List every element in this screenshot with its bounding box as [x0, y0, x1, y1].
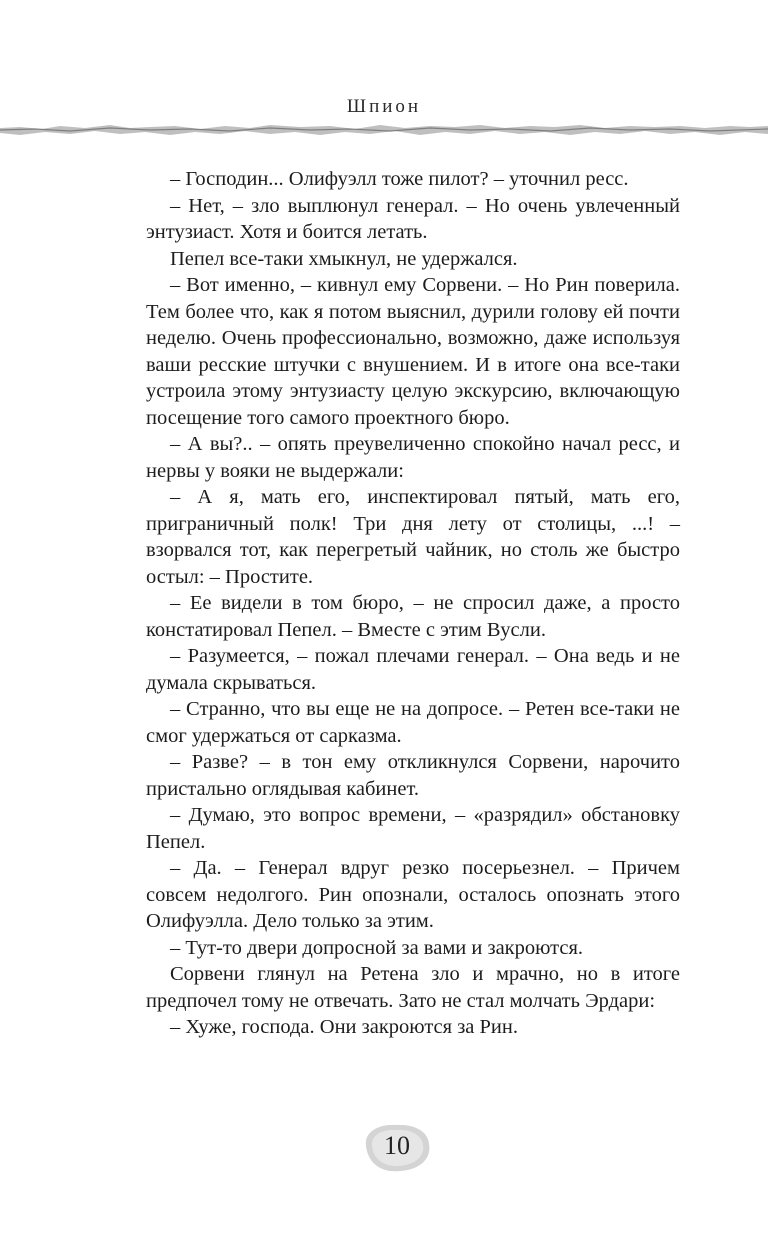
paragraph: – Да. – Генерал вдруг резко посерьезнел. – Причем совсем недолгого. Рин опознали, осталось опознать этого Олифуэлла. Дело только за этим.: [146, 857, 680, 932]
paragraph: – А я, мать его, инспектировал пятый, мать его, приграничный полк! Три дня лету от столицы, ...! – взорвался тот, как перегретый чайник, но столь же быстро остыл: – Простите.: [146, 486, 680, 588]
running-head-title: Шпион: [346, 96, 422, 117]
page-number-badge: [352, 1116, 442, 1180]
page-text-body: [146, 166, 680, 1041]
paragraph: – Тут-то двери допросной за вами и закроются.: [170, 936, 584, 959]
page-number: 10: [384, 1131, 410, 1160]
paragraph: – Нет, – зло выплюнул генерал. – Но очень увлеченный энтузиаст. Хотя и боится летать.: [146, 194, 680, 243]
paragraph: – Вот именно, – кивнул ему Сорвени. – Но Рин поверила. Тем более что, как я потом выяснил, дурили голову ей почти неделю. Очень профессионально, возможно, даже используя ваши ресские штучки с внушением. И в итоге она все-таки устроила этому энтузиасту целую экскурсию, включающую посещение того самого проектного бюро.: [146, 274, 680, 429]
paragraph: – Странно, что вы еще не на допросе. – Ретен все-таки не смог удержаться от сарказма.: [146, 698, 680, 747]
paragraph: – Хуже, господа. Они закроются за Рин.: [170, 1016, 518, 1038]
paragraph: – Думаю, это вопрос времени, – «разрядил» обстановку Пепел.: [146, 804, 680, 853]
paragraph: – А вы?.. – опять преувеличенно спокойно начал ресс, и нервы у вояки не выдержали:: [146, 433, 680, 482]
paragraph: Сорвени глянул на Ретена зло и мрачно, но в итоге предпочел тому не отвечать. Зато не стал молчать Эрдари:: [146, 963, 680, 1012]
paragraph: – Разве? – в тон ему откликнулся Сорвени, нарочито пристально оглядывая кабинет.: [146, 751, 680, 800]
paragraph: – Ее видели в том бюро, – не спросил даже, а просто констатировал Пепел. – Вместе с этим Вусли.: [146, 592, 680, 641]
torn-paper-divider: [0, 114, 768, 140]
paragraph: – Господин... Олифуэлл тоже пилот? – уточнил ресс.: [170, 168, 629, 190]
paragraph: – Разумеется, – пожал плечами генерал. – Она ведь и не думала скрываться.: [146, 645, 680, 694]
paragraph: Пепел все-таки хмыкнул, не удержался.: [170, 247, 518, 270]
